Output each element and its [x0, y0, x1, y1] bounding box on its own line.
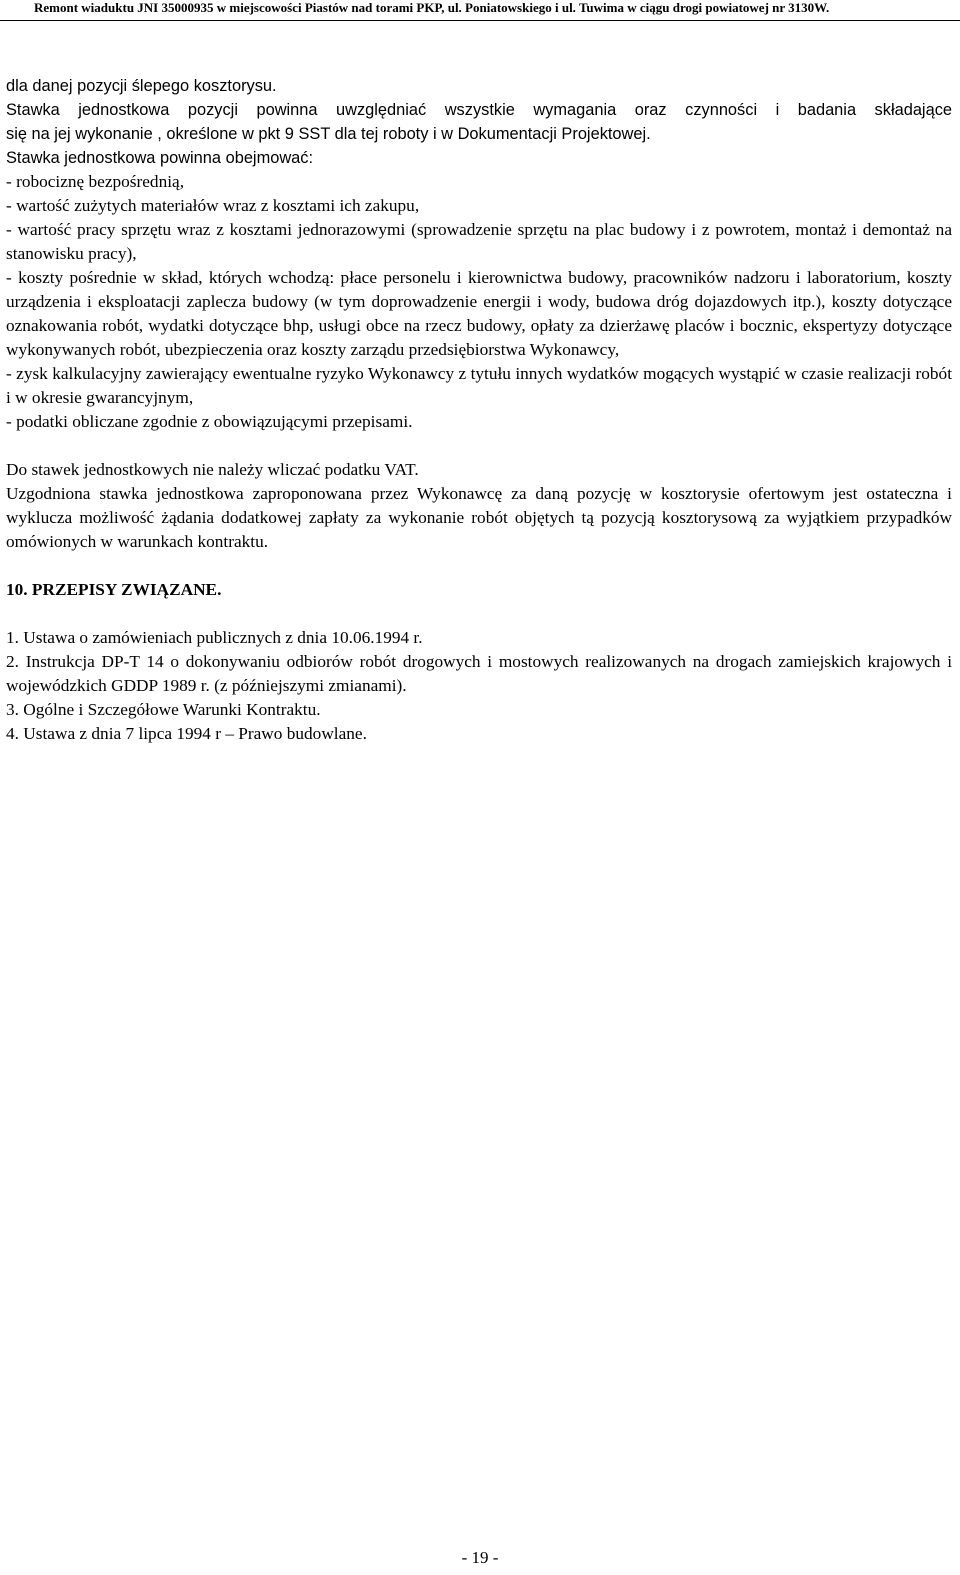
paragraph-rate-line1: Stawka jednostkowa pozycji powinna uwzględniać wszystkie wymagania oraz czynności i badania składające [6, 101, 952, 119]
page-number: - 19 - [461, 1548, 499, 1567]
paragraph-rate-line2: się na jej wykonanie , określone w pkt 9 SST dla tej roboty i w Dokumentacji Projektowej. [6, 125, 651, 143]
list-item-materials: - wartość zużytych materiałów wraz z kosztami ich zakupu, [6, 196, 420, 215]
list-item-equipment: - wartość pracy sprzętu wraz z kosztami jednorazowymi (sprowadzenie sprzętu na plac budowy i z powrotem, montaż i demontaż na stanowisku pracy), [6, 220, 952, 263]
spacer [6, 554, 952, 578]
regulation-item: 4. Ustawa z dnia 7 lipca 1994 r – Prawo budowlane. [6, 724, 367, 743]
list-item-taxes: - podatki obliczane zgodnie z obowiązującymi przepisami. [6, 412, 413, 431]
spacer [6, 434, 952, 458]
regulation-item: 2. Instrukcja DP-T 14 o dokonywaniu odbiorów robót drogowych i mostowych realizowanych na drogach zamiejskich krajowych i wojewódzkich GDDP 1989 r. (z późniejszymi zmianami). [6, 652, 952, 695]
paragraph-rate-includes: Stawka jednostkowa powinna obejmować: [6, 149, 314, 167]
list-item-profit: - zysk kalkulacyjny zawierający ewentualne ryzyko Wykonawcy z tytułu innych wydatków mogących wystąpić w czasie realizacji robót i w okresie gwarancyjnym, [6, 364, 952, 407]
spacer [6, 602, 952, 626]
list-item-indirect-costs: - koszty pośrednie w skład, których wchodzą: płace personelu i kierownictwa budowy, pracowników nadzoru i laboratorium, koszty urządzenia i eksploatacji zaplecza budowy (w tym doprowadzenie energii i wody, budowa dróg dojazdowych itp.), koszty dotyczące oznakowania robót, wydatki dotyczące bhp, usługi obce na rzecz budowy, opłaty za dzierżawę placów i bocznic, ekspertyzy dotyczące wykonywanych robót, ubezpieczenia oraz koszty zarządu przedsiębiorstwa Wykonawcy, [6, 268, 952, 359]
section-heading: 10. PRZEPISY ZWIĄZANE. [6, 580, 222, 599]
document-body [6, 74, 952, 746]
paragraph-agreed-rate: Uzgodniona stawka jednostkowa zaproponowana przez Wykonawcę za daną pozycję w kosztorysie ofertowym jest ostateczna i wyklucza możliwość żądania dodatkowej zapłaty za wykonanie robót objętych tą pozycją kosztorysową za wyjątkiem przypadków omówionych w warunkach kontraktu. [6, 484, 952, 551]
paragraph-continuation: dla danej pozycji ślepego kosztorysu. [6, 77, 277, 95]
regulation-item: 1. Ustawa o zamówieniach publicznych z dnia 10.06.1994 r. [6, 628, 423, 647]
header-title: Remont wiaduktu JNI 35000935 w miejscowości Piastów nad torami PKP, ul. Poniatowskiego i ul. Tuwima w ciągu drogi powiatowej nr 3130W. [34, 0, 830, 15]
header-rule [0, 20, 960, 21]
regulation-item: 3. Ogólne i Szczegółowe Warunki Kontraktu. [6, 700, 321, 719]
list-item-labor: - robociznę bezpośrednią, [6, 172, 185, 191]
page-header [0, 0, 960, 30]
paragraph-vat: Do stawek jednostkowych nie należy wliczać podatku VAT. [6, 460, 419, 479]
